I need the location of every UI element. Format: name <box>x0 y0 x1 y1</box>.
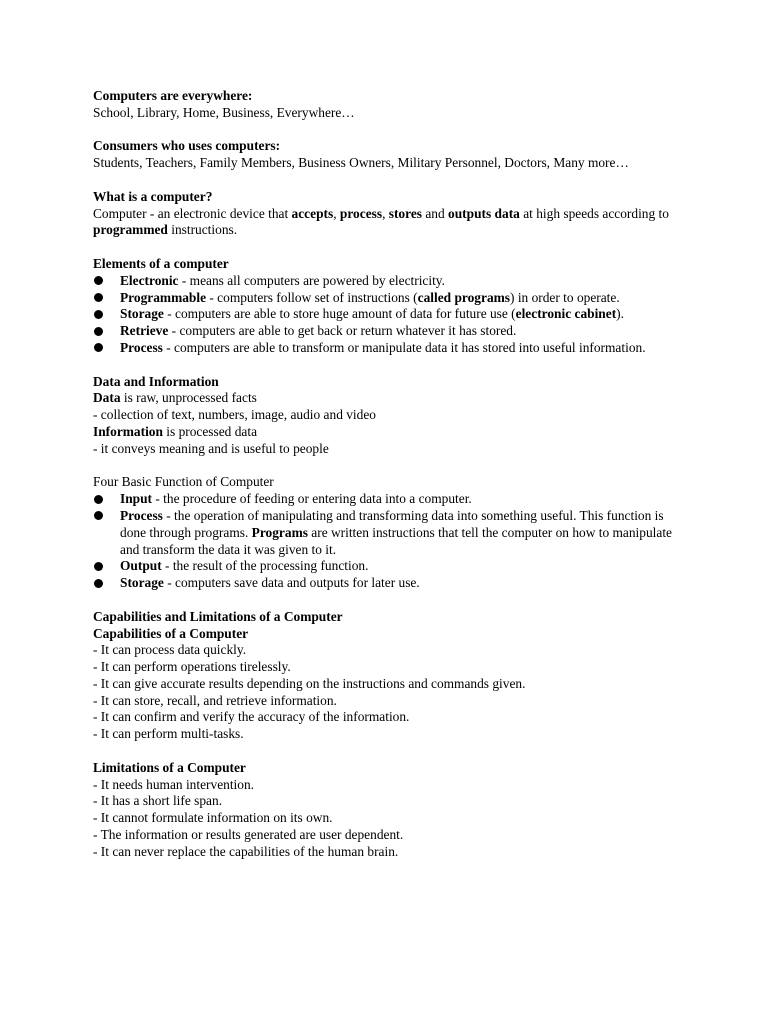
section-everywhere <box>93 88 688 122</box>
list-item <box>93 290 688 307</box>
computer-definition <box>93 206 688 240</box>
heading-data-information: Data and Information <box>93 373 219 389</box>
item-text: - computers are able to store huge amount of data for future use ( <box>163 306 516 322</box>
heading-everywhere: Computers are everywhere: <box>93 88 253 103</box>
section-four-functions <box>93 474 688 592</box>
def-comma-2: , <box>382 205 389 221</box>
item-text: - the result of the processing function. <box>161 558 369 574</box>
def-process: process <box>339 205 383 221</box>
capability-line: - It can give accurate results depending on the instructions and commands given. <box>93 675 526 691</box>
item-bold: Programs <box>251 524 308 540</box>
def-text-1: Computer - an electronic device that <box>93 205 292 221</box>
item-bold: electronic cabinet <box>515 306 617 322</box>
section-what-is-computer <box>93 189 688 239</box>
subheading-capabilities: Capabilities of a Computer <box>93 625 249 641</box>
item-text-tail: are written instructions that tell the computer on how to manipulate and transform the data it was given to it. <box>120 524 672 557</box>
def-text-3: instructions. <box>167 222 238 238</box>
limitation-line: - It needs human intervention. <box>93 776 255 792</box>
item-text: - the procedure of feeding or entering data into a computer. <box>152 491 472 507</box>
def-text-2: at high speeds according to <box>519 205 669 221</box>
heading-four-functions: Four Basic Function of Computer <box>93 474 274 490</box>
section-data-information <box>93 374 688 458</box>
capability-line: - It can confirm and verify the accuracy of the information. <box>93 709 410 725</box>
section-capabilities <box>93 609 688 743</box>
consumers-line: Students, Teachers, Family Members, Business Owners, Military Personnel, Doctors, Many more… <box>93 155 629 171</box>
heading-consumers: Consumers who uses computers: <box>93 138 281 154</box>
data-note: - collection of text, numbers, image, audio and video <box>93 407 376 423</box>
item-term: Electronic <box>120 272 179 288</box>
limitation-line: - The information or results generated are user dependent. <box>93 827 404 843</box>
capability-line: - It can store, recall, and retrieve information. <box>93 692 337 708</box>
heading-limitations: Limitations of a Computer <box>93 759 246 775</box>
places-line: School, Library, Home, Business, Everywhere… <box>93 104 355 120</box>
section-limitations <box>93 760 688 861</box>
item-term: Input <box>120 491 153 507</box>
elements-list <box>93 273 688 357</box>
list-item <box>93 323 688 340</box>
limitation-line: - It has a short life span. <box>93 793 223 809</box>
item-bold: called programs <box>417 289 511 305</box>
def-programmed: programmed <box>93 222 168 238</box>
item-term: Storage <box>120 306 164 322</box>
list-item <box>93 491 688 508</box>
item-text: - means all computers are powered by electricity. <box>178 272 445 288</box>
item-term: Retrieve <box>120 323 169 339</box>
capability-line: - It can perform multi-tasks. <box>93 726 244 742</box>
item-text: - computers follow set of instructions ( <box>206 289 418 305</box>
list-item <box>93 273 688 290</box>
heading-what-is-computer: What is a computer? <box>93 188 213 204</box>
list-item <box>93 558 688 575</box>
section-consumers <box>93 138 688 172</box>
list-item <box>93 575 688 592</box>
def-outputs: outputs data <box>448 205 520 221</box>
item-text: - computers are able to transform or manipulate data it has stored into useful information. <box>162 339 646 355</box>
def-accepts: accepts <box>291 205 334 221</box>
information-term: Information <box>93 423 163 439</box>
item-term: Storage <box>120 575 164 591</box>
def-and: and <box>422 205 449 221</box>
heading-elements: Elements of a computer <box>93 255 229 271</box>
capability-line: - It can process data quickly. <box>93 642 247 658</box>
information-def: is processed data <box>162 423 258 439</box>
item-text-tail: ). <box>616 306 624 322</box>
item-term: Programmable <box>120 289 207 305</box>
section-elements <box>93 256 688 357</box>
item-text: - the operation of manipulating and transforming data into something useful. This function is done through programs. <box>120 507 664 540</box>
information-note: - it conveys meaning and is useful to people <box>93 440 329 456</box>
data-def: is raw, unprocessed facts <box>120 390 257 406</box>
limitation-line: - It can never replace the capabilities of the human brain. <box>93 843 399 859</box>
item-term: Output <box>120 558 162 574</box>
item-term: Process <box>120 507 163 523</box>
limitation-line: - It cannot formulate information on its own. <box>93 810 333 826</box>
def-comma-1: , <box>333 205 340 221</box>
item-text: - computers are able to get back or return whatever it has stored. <box>168 323 517 339</box>
heading-capabilities-limitations: Capabilities and Limitations of a Computer <box>93 608 343 624</box>
def-stores: stores <box>388 205 422 221</box>
item-term: Process <box>120 339 163 355</box>
list-item <box>93 340 688 357</box>
list-item <box>93 508 688 558</box>
list-item <box>93 306 688 323</box>
data-definition <box>93 390 688 407</box>
functions-list <box>93 491 688 592</box>
item-text-tail: ) in order to operate. <box>510 289 620 305</box>
item-text: - computers save data and outputs for later use. <box>163 575 420 591</box>
capability-line: - It can perform operations tirelessly. <box>93 659 291 675</box>
data-term: Data <box>93 390 121 406</box>
information-definition <box>93 424 688 441</box>
